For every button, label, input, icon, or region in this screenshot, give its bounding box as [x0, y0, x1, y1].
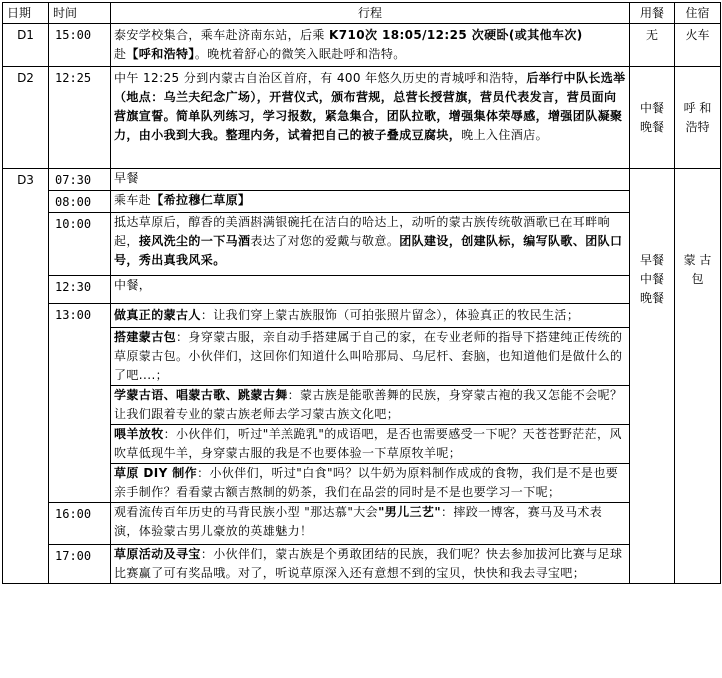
- meal-dinner: 晚餐: [639, 119, 664, 134]
- activity-item: [111, 386, 629, 425]
- table-row-d3-1000: [3, 213, 721, 276]
- meal-breakfast: 早餐: [639, 253, 664, 267]
- time-cell: 13:00: [49, 304, 111, 503]
- activity-item: [111, 464, 629, 502]
- activity-item: [111, 304, 629, 328]
- day-cell: D2: [3, 67, 49, 169]
- activity-text: ：让我们穿上蒙古族服饰（可拍张照片留念），体验真正的牧民生活；: [200, 308, 580, 322]
- meal-lunch: 中餐: [639, 100, 664, 115]
- meal-cell: 无: [630, 24, 675, 67]
- activity-text: ：身穿蒙古服，亲自动手搭建属于自己的家，在专业老师的指导下搭建纯正传统的草原蒙古包。小伙伴们，这回你们知道什么叫哈那局、乌尼杆、套脑，也知道他们是做什么的了吧....；: [114, 330, 623, 382]
- itinerary-cell: [111, 213, 630, 276]
- destination: 【希拉穆仁草原】: [151, 193, 251, 207]
- highlight: "男儿三艺": [378, 505, 441, 519]
- time-cell: 16:00: [49, 503, 111, 545]
- time-cell: 12:25: [49, 67, 111, 169]
- activity-item: [111, 425, 629, 464]
- table-row-d2: [3, 67, 721, 169]
- activity-title: 草原活动及寻宝: [114, 547, 201, 561]
- header-itinerary: 行程: [111, 3, 630, 24]
- train-info: K710次 18:05/12:25 次硬卧(或其他车次): [329, 28, 583, 42]
- itinerary-cell: [111, 24, 630, 67]
- activity-item: [111, 328, 629, 386]
- time-cell: 17:00: [49, 545, 111, 584]
- day-cell: D1: [3, 24, 49, 67]
- itinerary-table: [2, 2, 721, 584]
- highlight: 接风洗尘的一下马酒: [138, 234, 251, 248]
- activity-title: 搭建蒙古包: [114, 330, 177, 344]
- itinerary-cell: [111, 503, 630, 545]
- text: ：摔跤一博客，赛马及马术表演，体验蒙古男儿豪放的英雄魅力！: [114, 505, 603, 538]
- table-row-d3-1600: [3, 503, 721, 545]
- highlight: 团队建设，创建队标，编写队歌、团队口号，秀出真我风采。: [114, 234, 623, 267]
- text: 赴: [114, 47, 127, 61]
- time-cell: 15:00: [49, 24, 111, 67]
- day-cell: D3: [3, 169, 49, 584]
- destination: 【呼和浩特】: [126, 47, 195, 61]
- time-cell: 12:30: [49, 276, 111, 304]
- activity-title: 学蒙古语、唱蒙古歌、跳蒙古舞: [114, 388, 288, 402]
- table-row-d1: [3, 24, 721, 67]
- meal-cell: [630, 169, 675, 584]
- header-row: [3, 3, 721, 24]
- itinerary-cell: 中餐，: [111, 276, 630, 304]
- activity-title: 喂羊放牧: [114, 427, 164, 441]
- text: 。晚枕着舒心的微笑入眠赴呼和浩特。: [194, 47, 406, 61]
- itinerary-cell: [111, 545, 630, 584]
- table-row-d3-1700: [3, 545, 721, 584]
- activity-title: 做真正的蒙古人: [114, 308, 201, 322]
- itinerary-cell: 早餐: [111, 169, 630, 191]
- stay-cell: 火车: [675, 24, 721, 67]
- activity-text: ：蒙古族是能歌善舞的民族，身穿蒙古袍的我又怎能不会呢？让我们跟着专业的蒙古族老师去学习蒙古族文化吧；: [114, 388, 623, 421]
- header-meal: 用餐: [630, 3, 675, 24]
- text: 中午 12:25 分到内蒙古自治区首府，有 400 年悠久历史的青城呼和浩特，: [114, 71, 527, 85]
- text: 乘车赴: [114, 193, 152, 207]
- itinerary-cell: [111, 191, 630, 213]
- stay-cell: 呼 和 浩特: [675, 67, 721, 169]
- header-stay: 住宿: [675, 3, 721, 24]
- activity-title: 草原 DIY 制作: [114, 466, 198, 480]
- time-cell: 08:00: [49, 191, 111, 213]
- time-cell: 07:30: [49, 169, 111, 191]
- header-time: 时间: [49, 3, 111, 24]
- meal-lunch: 中餐: [639, 272, 664, 286]
- table-row-d3-0730: [3, 169, 721, 191]
- text: 泰安学校集合，乘车赴济南东站，后乘: [114, 28, 330, 42]
- table-row-d3-0800: [3, 191, 721, 213]
- activity-text: ：小伙伴们，听过"羊羔跪乳"的成语吧，是否也需要感受一下呢？天苍苍野茫茫，风吹草低现牛羊，身穿蒙古服的我是不也要体验一下草原牧羊呢；: [114, 427, 622, 460]
- activity-text: ：小伙伴们，蒙古族是个勇敢团结的民族，我们呢？快去参加拔河比赛与足球比赛赢了可有奖品哦。对了，听说草原深入还有意想不到的宝贝，快快和我去寻宝吧；: [114, 547, 623, 580]
- text: 抵达草原后，醇香的美酒斟满银碗托在洁白的哈达上，动听的蒙古族传统敬酒歌已在耳畔响起，: [114, 215, 611, 248]
- header-day: 日期: [3, 3, 49, 24]
- activity-text: ：小伙伴们，听过"白食"吗？以牛奶为原料制作成成的食物，我们是不是也要亲手制作？看看蒙古额吉熬制的奶茶，我们在品尝的同时是不是也要学习一下呢；: [114, 466, 619, 499]
- meal-dinner: 晚餐: [639, 291, 664, 305]
- meal-cell: [630, 67, 675, 169]
- stay-cell: 蒙 古 包: [675, 169, 721, 584]
- activity-group: [111, 304, 630, 503]
- activities: 后举行中队长选举（地点：乌兰夫纪念广场），开营仪式，颁布营规，总营长授营旗，营员代表发言，营员面向营旗宣誓。简单队列练习，学习报数，紧急集合，团队拉歌，增强集体荣辱感，增强团队凝聚力，由小我到大我。整理内务，试着把自己的被子叠成豆腐块，: [114, 71, 626, 142]
- time-cell: 10:00: [49, 213, 111, 276]
- itinerary-cell: [111, 67, 630, 169]
- text: 晚上入住酒店。: [461, 128, 549, 142]
- table-row-d3-1230: [3, 276, 721, 304]
- text: 观看流传百年历史的马背民族小型 "那达慕"大会: [114, 505, 379, 519]
- table-row-d3-1300: [3, 304, 721, 503]
- text: 表达了对您的爱戴与敬意。: [250, 234, 400, 248]
